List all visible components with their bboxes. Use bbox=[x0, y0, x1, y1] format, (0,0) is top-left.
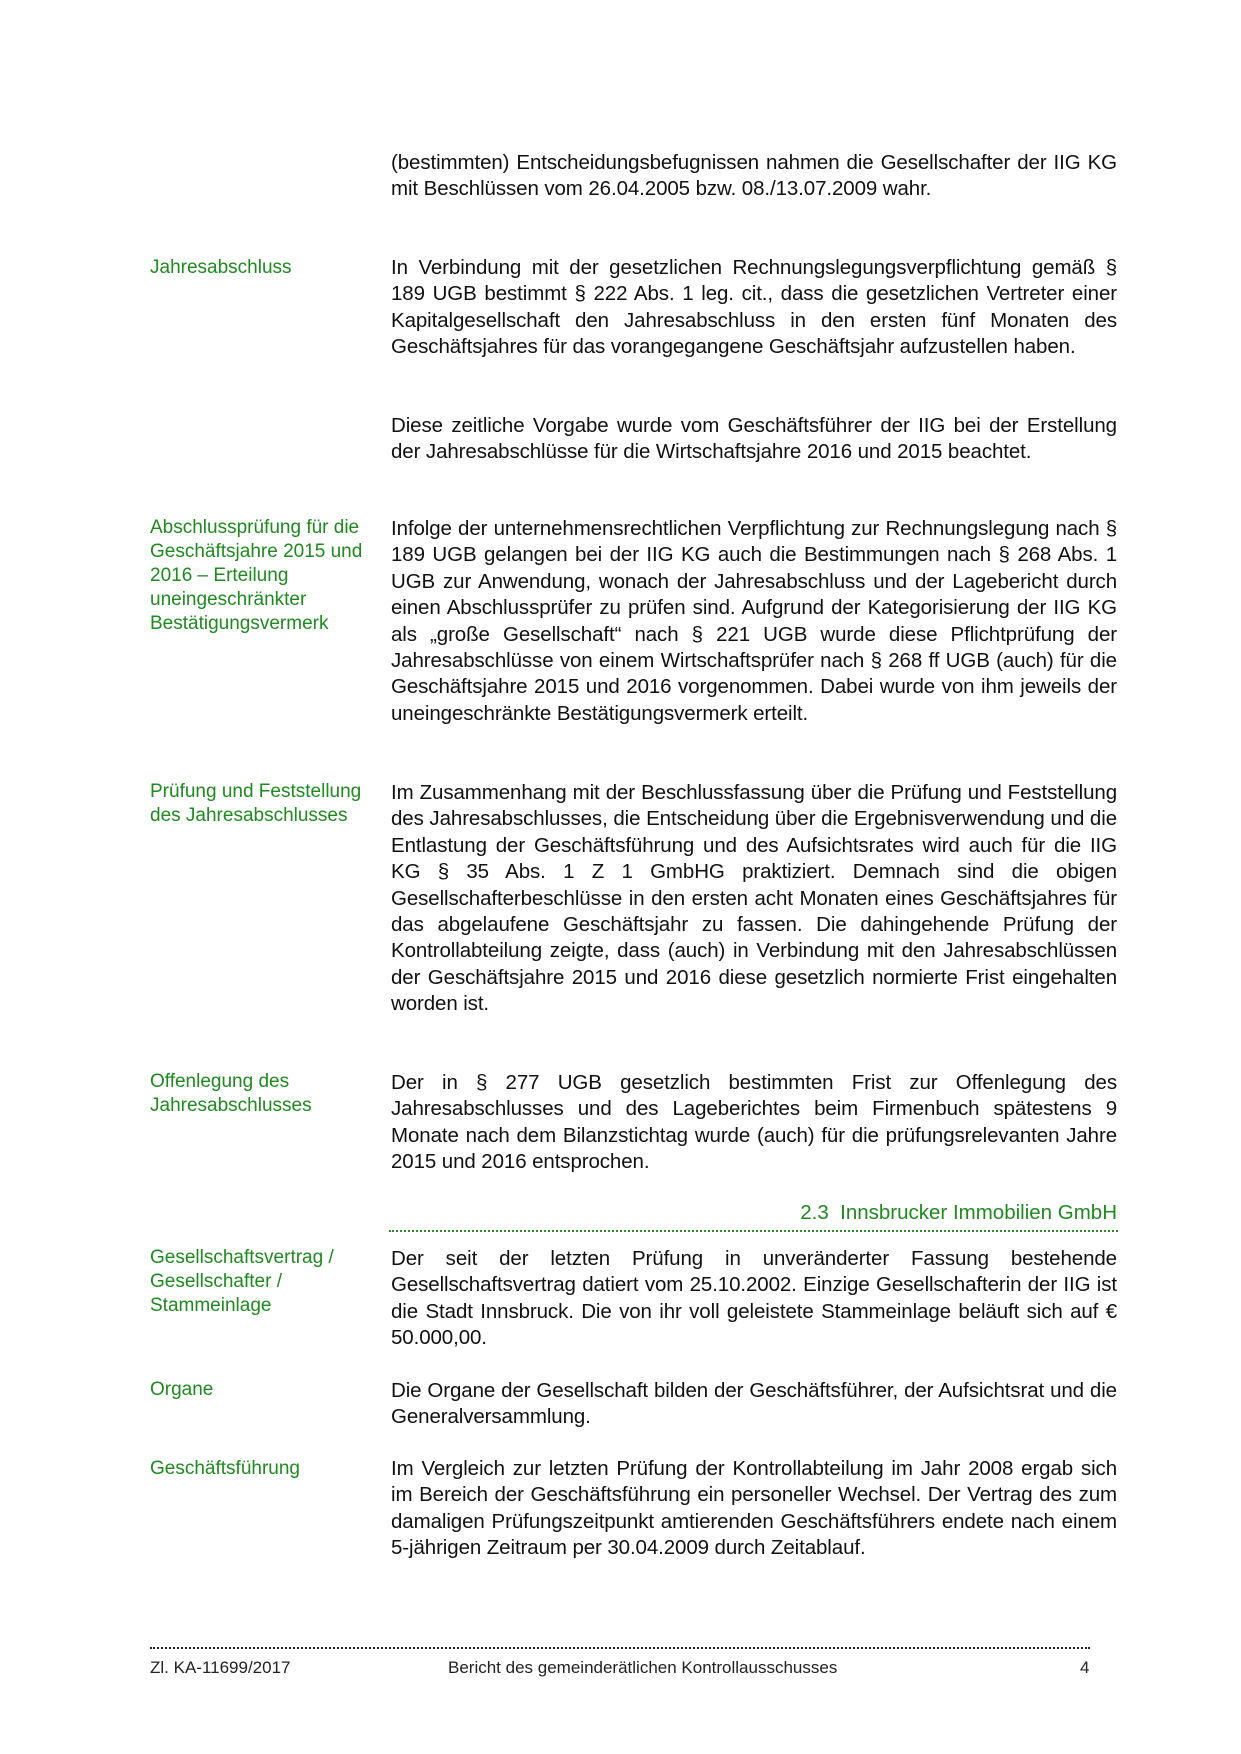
paragraph: Im Vergleich zur letzten Prüfung der Kontrollabteilung im Jahr 2008 ergab sich im Bereich der Geschäftsführung ein personeller Wechsel. Der Vertrag des zum damaligen Prüfungszeitpunkt amtierenden Geschäftsführers endete nach einem 5-jährigen Zeitraum per 30.04.2009 durch Zeitablauf. bbox=[391, 1457, 1117, 1560]
margin-label-organe: Organe bbox=[150, 1379, 214, 1400]
paragraph: Der seit der letzten Prüfung in unveränderter Fassung bestehende Gesellschaftsvertrag datiert vom 25.10.2002. Einzige Gesellschafterin der IIG ist die Stadt Innsbruck. Die von ihr voll geleistete Stammeinlage beläuft sich auf € 50.000,00. bbox=[391, 1247, 1117, 1350]
margin-label-offenlegung: Offenlegung des Jahresabschlusses bbox=[150, 1071, 312, 1116]
margin-label-jahresabschluss: Jahresabschluss bbox=[150, 257, 292, 278]
section-divider bbox=[389, 1230, 1118, 1232]
paragraph: In Verbindung mit der gesetzlichen Rechnungslegungsverpflichtung gemäß § 189 UGB bestimmt § 222 Abs. 1 leg. cit., dass die gesetzlichen Vertreter einer Kapitalgesellschaft den Jahresabschluss in den ersten fünf Monaten des Geschäftsjahres für das vorangegangene Geschäftsjahr aufzustellen haben. bbox=[391, 256, 1117, 359]
margin-label-gesellschaftsvertrag: Gesellschaftsvertrag / Gesellschafter / Stammeinlage bbox=[150, 1247, 334, 1316]
paragraph: (bestimmten) Entscheidungsbefugnissen nahmen die Gesellschafter der IIG KG mit Beschlüssen vom 26.04.2005 bzw. 08./13.07.2009 wahr. bbox=[391, 151, 1117, 201]
paragraph: Im Zusammenhang mit der Beschlussfassung über die Prüfung und Feststellung des Jahresabschlusses, die Entscheidung über die Ergebnisverwendung und die Entlastung der Geschäftsführung und des Aufsichtsrates wird auch für die IIG KG § 35 Abs. 1 Z 1 GmbHG praktiziert. Demnach sind die obigen Gesellschafterbeschlüsse in den ersten acht Monaten eines Geschäftsjahres für das abgelaufene Geschäftsjahr zu fassen. Die dahingehende Prüfung der Kontrollabteilung zeigte, dass (auch) in Verbindung mit den Jahresabschlüssen der Geschäftsjahre 2015 und 2016 diese gesetzlich normierte Frist eingehalten worden ist. bbox=[391, 781, 1117, 1016]
margin-label-abschlusspruefung: Abschlussprüfung für die Geschäftsjahre 2015 und 2016 – Erteilung uneingeschränkter Bestätigungsvermerk bbox=[150, 517, 363, 634]
footer-title: Bericht des gemeinderätlichen Kontrollausschusses bbox=[448, 1658, 838, 1677]
margin-label-geschaeftsfuehrung: Geschäftsführung bbox=[150, 1458, 300, 1479]
paragraph: Der in § 277 UGB gesetzlich bestimmten Frist zur Offenlegung des Jahresabschlusses und des Lageberichtes beim Firmenbuch spätestens 9 Monate nach dem Bilanzstichtag wurde (auch) für die prüfungsrelevanten Jahre 2015 und 2016 entsprochen. bbox=[391, 1071, 1117, 1174]
paragraph: Die Organe der Gesellschaft bilden der Geschäftsführer, der Aufsichtsrat und die Generalversammlung. bbox=[391, 1379, 1117, 1429]
section-heading: 2.3 Innsbrucker Immobilien GmbH bbox=[800, 1201, 1117, 1224]
page-number: 4 bbox=[1080, 1658, 1090, 1677]
paragraph: Infolge der unternehmensrechtlichen Verpflichtung zur Rechnungslegung nach § 189 UGB gelangen bei der IIG KG auch die Bestimmungen nach § 268 Abs. 1 UGB zur Anwendung, wonach der Jahresabschluss und der Lagebericht durch einen Abschlussprüfer zu prüfen sind. Aufgrund der Kategorisierung der IIG KG als „große Gesellschaft“ nach § 221 UGB wurde diese Pflichtprüfung der Jahresabschlüsse von einem Wirtschaftsprüfer nach § 268 ff UGB (auch) für die Geschäftsjahre 2015 und 2016 vorgenommen. Dabei wurde von ihm jeweils der uneingeschränkte Bestätigungsvermerk erteilt. bbox=[391, 517, 1117, 725]
footer-reference: Zl. KA-11699/2017 bbox=[150, 1658, 291, 1677]
paragraph: Diese zeitliche Vorgabe wurde vom Geschäftsführer der IIG bei der Erstellung der Jahresabschlüsse für die Wirtschaftsjahre 2016 und 2015 beachtet. bbox=[391, 414, 1117, 464]
footer-divider bbox=[150, 1647, 1090, 1649]
margin-label-pruefung-feststellung: Prüfung und Feststellung des Jahresabschlusses bbox=[150, 781, 362, 826]
